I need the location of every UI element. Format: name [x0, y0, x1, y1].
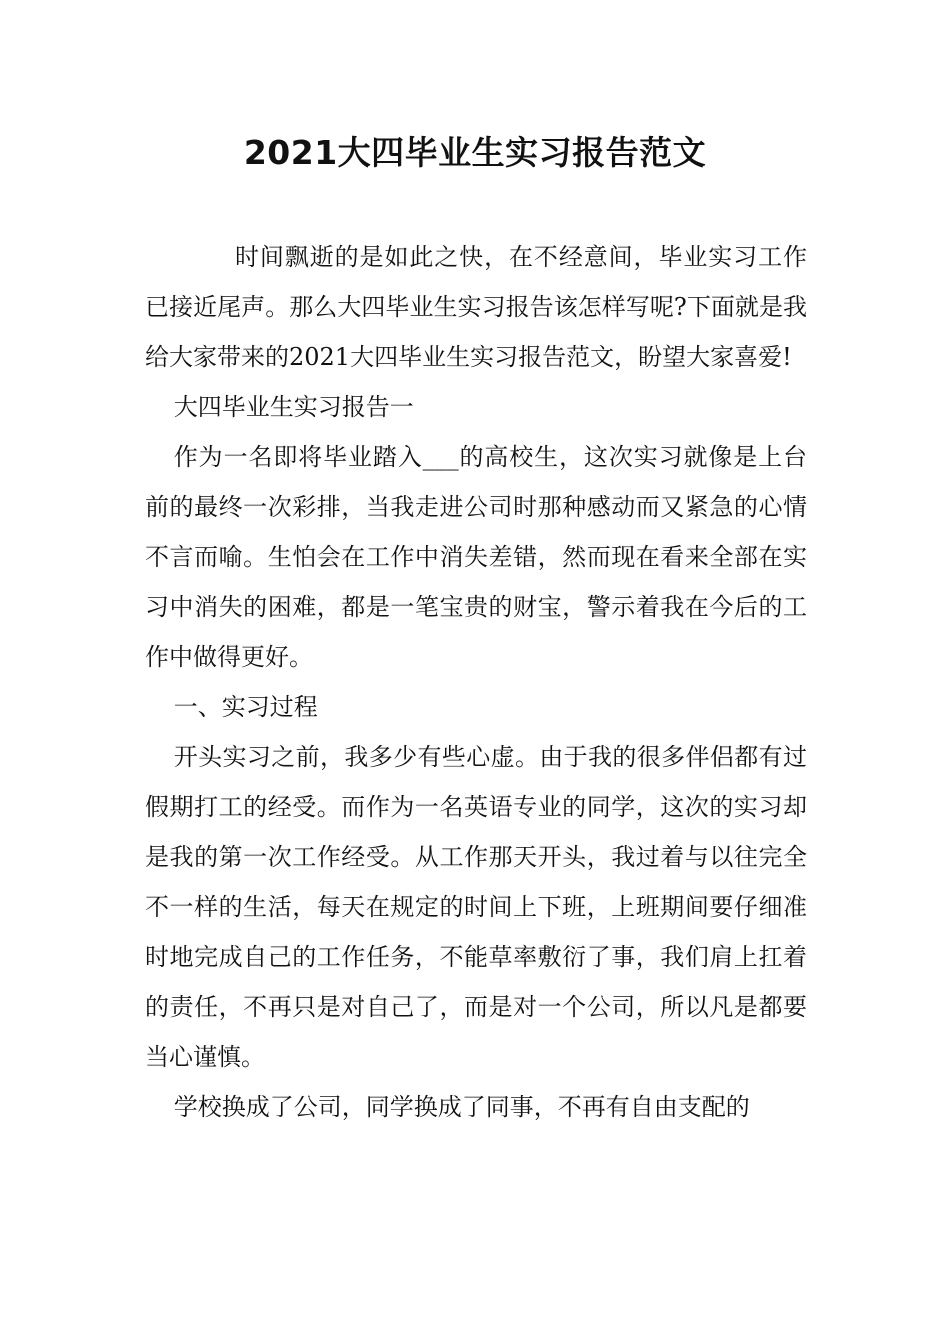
- body-paragraph: 学校换成了公司，同学换成了同事，不再有自由支配的: [173, 1093, 750, 1121]
- section-heading-report-one: 大四毕业生实习报告一: [173, 393, 414, 421]
- document-title: 2021大四毕业生实习报告范文: [243, 133, 707, 172]
- intro-paragraph: 时间飘逝的是如此之快，在不经意间，毕业实习工作已接近尾声。那么大四毕业生实习报告该怎样写呢?下面就是我给大家带来的2021大四毕业生实习报告范文，盼望大家喜爱!: [145, 243, 807, 371]
- section-heading-internship-process: 一、实习过程: [173, 693, 318, 721]
- body-paragraph: 开头实习之前，我多少有些心虚。由于我的很多伴侣都有过假期打工的经受。而作为一名英语专业的同学，这次的实习却是我的第一次工作经受。从工作那天开头，我过着与以往完全不一样的生活，每天在规定的时间上下班，上班期间要仔细准时地完成自己的工作任务，不能草率敷衍了事，我们肩上扛着的责任，不再只是对自己了，而是对一个公司，所以凡是都要当心谨慎。: [145, 743, 807, 1071]
- document-body: [145, 232, 807, 1132]
- body-paragraph: 作为一名即将毕业踏入___的高校生，这次实习就像是上台前的最终一次彩排，当我走进公司时那种感动而又紧急的心情不言而喻。生怕会在工作中消失差错，然而现在看来全部在实习中消失的困难，都是一笔宝贵的财宝，警示着我在今后的工作中做得更好。: [145, 443, 807, 671]
